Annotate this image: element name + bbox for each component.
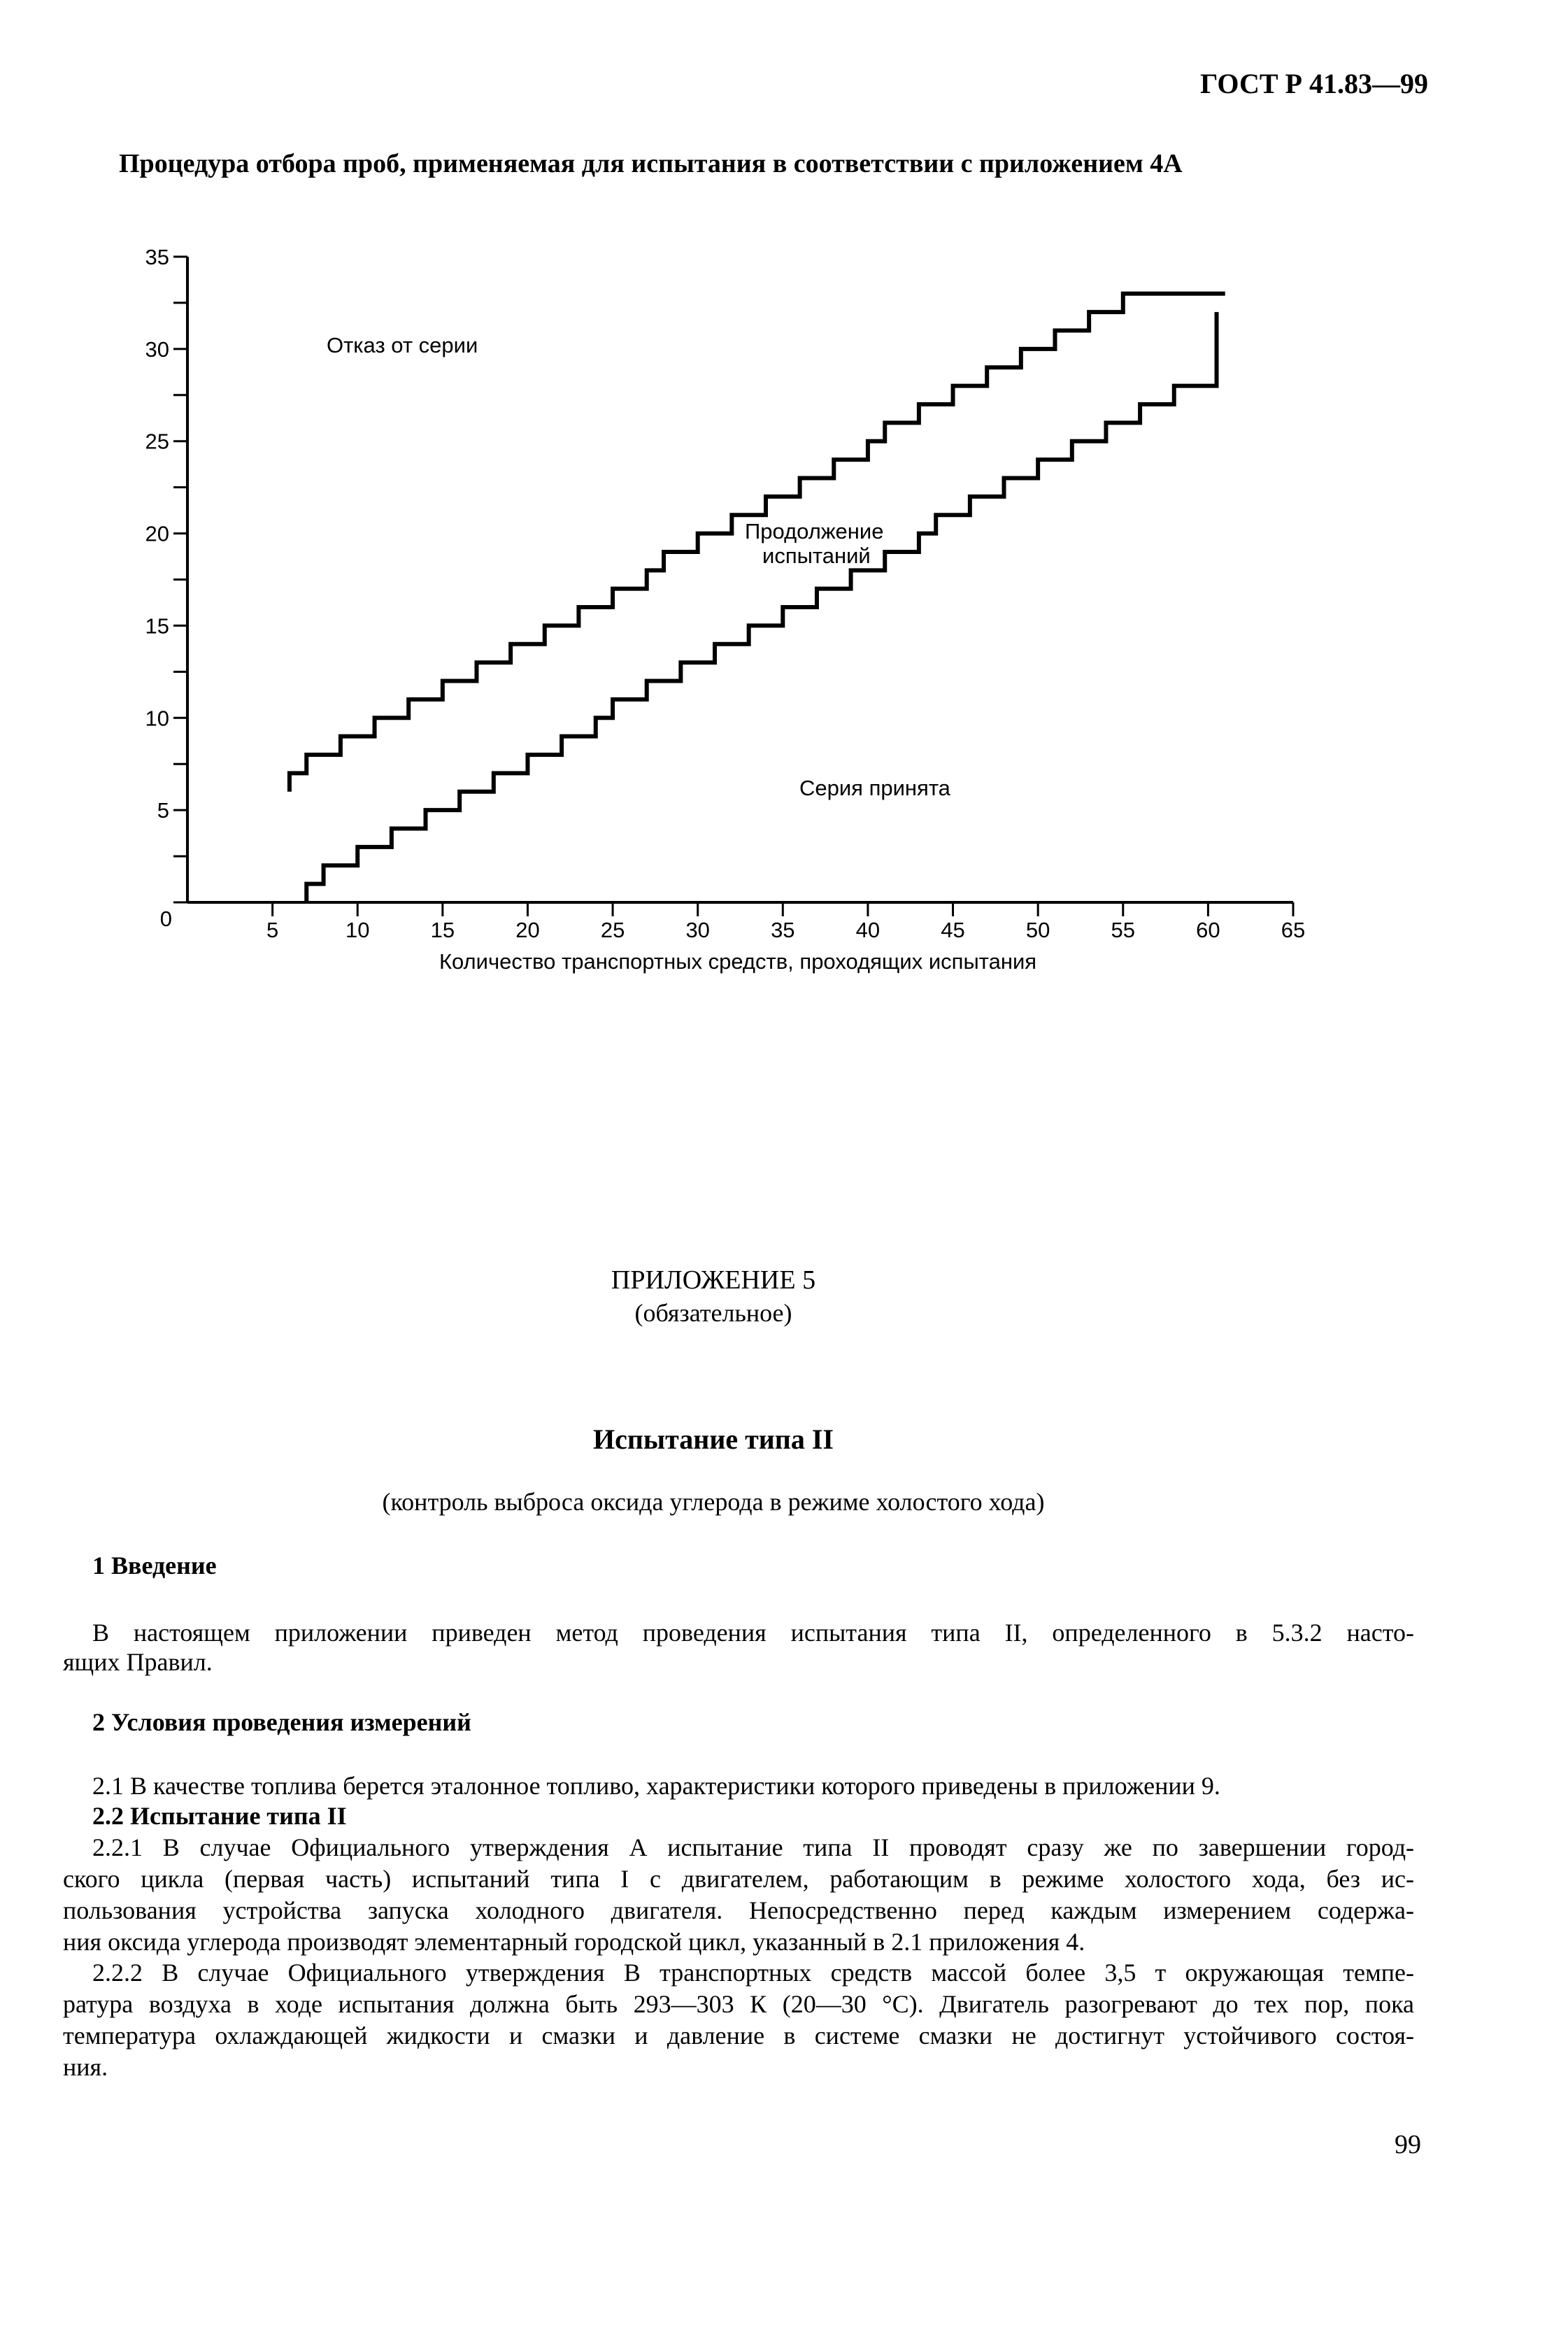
y-tick-label: 30 bbox=[145, 336, 169, 362]
sampling-procedure-chart bbox=[0, 0, 1568, 1014]
annotation-accept: Серия принята bbox=[799, 776, 950, 800]
annotation-continue-1: Продолжение bbox=[745, 519, 884, 544]
clause-2-1: 2.1 В качестве топлива берется эталонное топливо, характеристики которого приведены в приложении 9. bbox=[92, 1772, 1220, 1800]
x-tick-label: 60 bbox=[1196, 918, 1220, 942]
section-1-heading: 1 Введение bbox=[92, 1551, 217, 1579]
document-code: ГОСТ Р 41.83—99 bbox=[1199, 68, 1428, 99]
x-tick-label: 50 bbox=[1025, 918, 1050, 942]
appendix-status: (обязательное) bbox=[634, 1299, 792, 1327]
page-number: 99 bbox=[1395, 2130, 1421, 2159]
x-tick-label: 5 bbox=[266, 918, 279, 942]
appendix-subtitle: (контроль выброса оксида углерода в режиме холостого хода) bbox=[382, 1488, 1045, 1516]
figure-title: Процедура отбора проб, применяемая для испытания в соответствии с приложением 4А bbox=[119, 149, 1183, 178]
x-tick-label: 55 bbox=[1111, 918, 1136, 942]
x-tick-label: 45 bbox=[941, 918, 965, 942]
x-tick-label: 30 bbox=[685, 918, 710, 942]
clause-2-2-1-line: ского цикла (первая часть) испытаний типа I с двигателем, работающим в режиме холостого хода, без ис- bbox=[63, 1865, 1414, 1893]
section-2-heading: 2 Условия проведения измерений bbox=[92, 1708, 471, 1736]
x-tick-label: 10 bbox=[345, 918, 370, 942]
x-tick-label: 25 bbox=[600, 918, 625, 942]
y-tick-label: 10 bbox=[145, 706, 169, 731]
clause-2-2-heading: 2.2 Испытание типа II bbox=[92, 1802, 347, 1830]
clause-2-2-1-line: пользования устройства запуска холодного двигателя. Непосредственно перед каждым измерением содержа- bbox=[63, 1896, 1414, 1924]
origin-label: 0 bbox=[159, 907, 172, 931]
x-tick-label: 35 bbox=[771, 918, 795, 942]
clause-2-2-2-line: 2.2.2 В случае Официального утверждения В транспортных средств массой более 3,5 т окружающая темпе- bbox=[92, 1959, 1414, 1987]
x-axis-label: Количество транспортных средств, проходящих испытания bbox=[439, 949, 1037, 974]
section-1-line: ящих Правил. bbox=[63, 1648, 213, 1676]
clause-2-2-2-line: ния. bbox=[63, 2053, 108, 2081]
x-tick-label: 20 bbox=[515, 918, 540, 942]
section-1-line: В настоящем приложении приведен метод проведения испытания типа II, определенного в 5.3.2 насто- bbox=[92, 1619, 1414, 1647]
annotation-reject: Отказ от серии bbox=[327, 333, 478, 357]
clause-2-2-2-line: температура охлаждающей жидкости и смазки и давление в системе смазки не достигнут устойчивого состоя- bbox=[63, 2022, 1414, 2050]
y-tick-label: 5 bbox=[157, 798, 169, 823]
x-tick-label: 40 bbox=[855, 918, 881, 942]
clause-2-2-2-line: ратура воздуха в ходе испытания должна быть 293—303 К (20—30 °С). Двигатель разогревают до тех пор, пока bbox=[63, 1990, 1414, 2018]
y-tick-label: 35 bbox=[145, 245, 169, 269]
annotation-continue-2: испытаний bbox=[762, 544, 871, 568]
acceptance-boundary-line bbox=[306, 312, 1216, 902]
y-tick-label: 15 bbox=[145, 613, 169, 639]
appendix-title: Испытание типа II bbox=[592, 1423, 834, 1455]
clause-2-2-1-line: 2.2.1 В случае Официального утверждения А испытание типа II проводят сразу же по завершении город- bbox=[92, 1833, 1414, 1861]
appendix-label: ПРИЛОЖЕНИЕ 5 bbox=[611, 1265, 816, 1295]
clause-2-2-1-line: ния оксида углерода производят элементарный городской цикл, указанный в 2.1 приложения 4. bbox=[63, 1928, 1085, 1956]
x-tick-label: 65 bbox=[1281, 918, 1306, 942]
y-tick-label: 25 bbox=[145, 429, 169, 454]
y-tick-label: 20 bbox=[145, 521, 169, 546]
x-tick-label: 15 bbox=[430, 918, 455, 942]
